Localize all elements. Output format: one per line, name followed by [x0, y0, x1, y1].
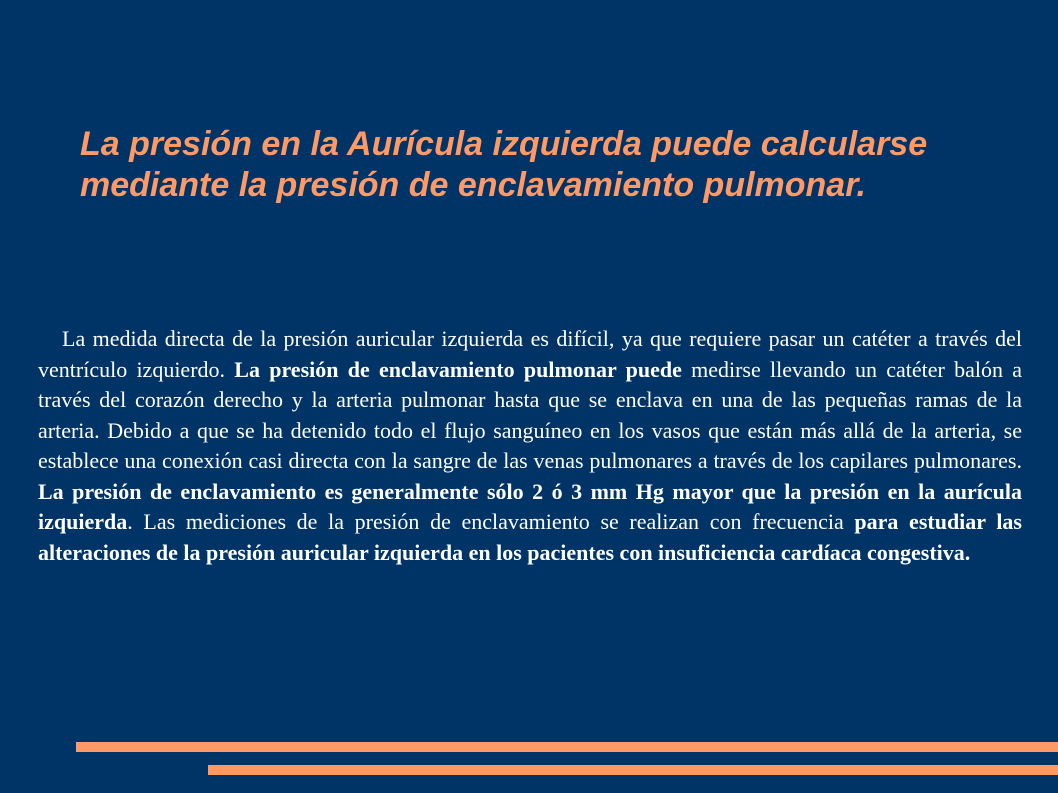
body-emphasis-1: La presión de enclavamiento pulmonar puede	[234, 356, 682, 382]
body-segment-2: medirse llevando un catéter balón a través del corazón derecho y la arteria pulmonar hasta que se enclava en una de las pequeñas ramas de la arteria. Debido a que se ha detenido todo el flujo sanguíneo en los vasos que están más allá de la arteria, se establece una conexión casi directa con la sangre de las venas pulmonares a través de los capilares pulmonares.	[38, 356, 1022, 473]
body-emphasis-3: para estudiar las alteraciones de la presión auricular izquierda en los pacientes con insuficiencia cardíaca congestiva.	[38, 509, 1022, 565]
body-emphasis-2: La presión de enclavamiento es generalmente sólo 2 ó 3 mm Hg mayor que la presión en la aurícula izquierda	[38, 478, 1022, 534]
slide-title: La presión en la Aurícula izquierda puede calcularse mediante la presión de enclavamiento pulmonar.	[80, 125, 928, 204]
body-segment-1: La medida directa de la presión auricular izquierda es difícil, ya que requiere pasar un catéter a través del ventrículo izquierdo.	[38, 326, 1022, 382]
accent-bar-bottom	[208, 765, 1058, 775]
accent-bar-top	[76, 742, 1058, 752]
body-segment-3: . Las mediciones de la presión de enclavamiento se realizan con frecuencia	[127, 509, 855, 534]
slide-body-paragraph	[38, 324, 1022, 568]
